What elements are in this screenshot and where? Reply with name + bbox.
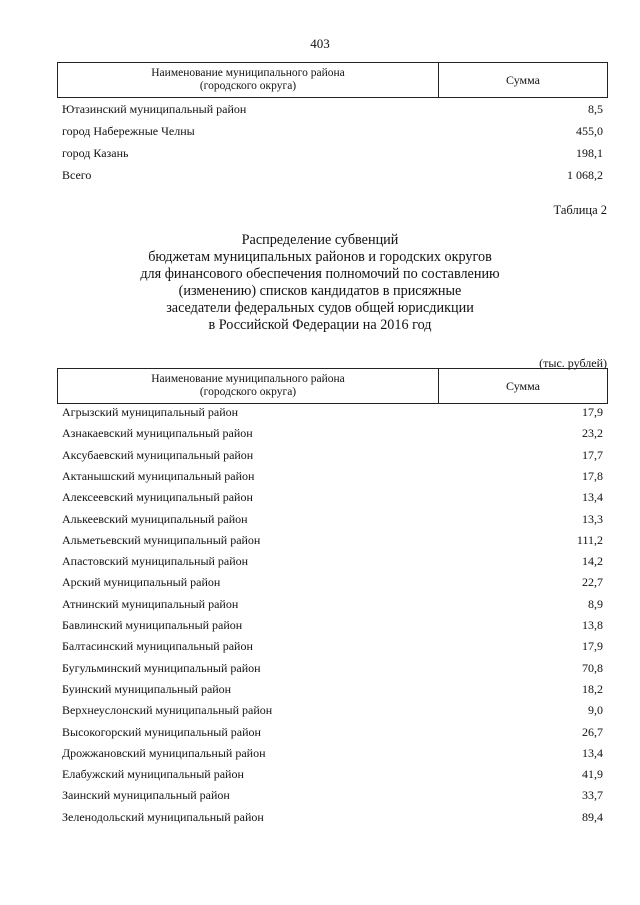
row-name: Агрызский муниципальный район: [62, 405, 239, 419]
table2-title: [0, 232, 640, 334]
row-value: 17,9: [582, 639, 603, 654]
table-row: [62, 639, 603, 653]
title-line: Распределение субвенций: [241, 232, 399, 248]
row-name: Зеленодольский муниципальный район: [62, 809, 264, 824]
row-value: 13,3: [582, 511, 603, 526]
row-value: 455,0: [576, 124, 603, 138]
row-name: Буинский муниципальный район: [62, 681, 232, 696]
table2-header: [57, 368, 608, 404]
table-row: [62, 682, 603, 696]
table-row: [62, 767, 603, 781]
title-line: бюджетам муниципальных районов и городских округов: [148, 249, 492, 265]
row-value: 13,4: [582, 490, 603, 505]
row-value: 8,9: [588, 596, 603, 611]
row-value: 23,2: [582, 426, 603, 441]
row-value: 17,9: [582, 405, 603, 419]
row-value: 13,8: [582, 618, 603, 632]
row-name: Ютазинский муниципальный район: [62, 102, 247, 116]
row-value: 89,4: [582, 809, 603, 824]
row-name: Заинский муниципальный район: [62, 788, 230, 803]
table-row: [62, 746, 603, 760]
row-value: 33,7: [582, 788, 603, 803]
table-label: Таблица 2: [553, 203, 607, 217]
row-name: Всего: [62, 168, 92, 182]
table-row: [62, 661, 603, 675]
table-row: [62, 533, 603, 547]
row-value: 1 068,2: [567, 168, 603, 182]
row-name: Алексеевский муниципальный район: [62, 490, 253, 505]
row-name: Верхнеуслонский муниципальный район: [62, 703, 273, 718]
title-line: для финансового обеспечения полномочий по составлению: [140, 266, 500, 282]
row-name: Актанышский муниципальный район: [62, 468, 255, 483]
row-name: Аксубаевский муниципальный район: [62, 447, 254, 462]
row-name: Бавлинский муниципальный район: [62, 618, 243, 632]
table-row: [62, 168, 603, 182]
row-name: Альметьевский муниципальный район: [62, 532, 261, 547]
table-row: [62, 426, 603, 440]
row-value: 14,2: [582, 554, 603, 569]
row-value: 26,7: [582, 724, 603, 739]
table-row: [62, 124, 603, 138]
table-row: [62, 810, 603, 824]
row-name: Балтасинский муниципальный район: [62, 639, 253, 654]
row-value: 18,2: [582, 681, 603, 696]
table-row: [62, 102, 603, 116]
table2-header-name: Наименование муниципального района (городского округа): [58, 369, 439, 403]
page-number: 403: [310, 36, 330, 51]
table-row: [62, 788, 603, 802]
units-label: (тыс. рублей): [539, 356, 607, 370]
row-name: Дрожжановский муниципальный район: [62, 745, 266, 760]
table-row: [62, 725, 603, 739]
table-row: [62, 597, 603, 611]
row-value: 22,7: [582, 575, 603, 590]
row-value: 13,4: [582, 745, 603, 760]
table1-header-sum: Сумма: [506, 72, 540, 87]
row-name: Арский муниципальный район: [62, 575, 221, 590]
row-name: Елабужский муниципальный район: [62, 767, 244, 782]
row-value: 41,9: [582, 767, 603, 782]
table1-header-name: Наименование муниципального района (городского округа): [58, 63, 439, 97]
title-line: (изменению) списков кандидатов в присяжные: [178, 283, 462, 299]
table-row: [62, 512, 603, 526]
row-name: Азнакаевский муниципальный район: [62, 426, 253, 441]
row-name: Алькеевский муниципальный район: [62, 511, 248, 526]
table-row: [62, 469, 603, 483]
row-name: город Казань: [62, 146, 129, 160]
row-value: 198,1: [576, 146, 603, 160]
table-row: [62, 490, 603, 504]
row-value: 70,8: [582, 660, 603, 675]
table-row: [62, 554, 603, 568]
row-value: 17,7: [582, 447, 603, 462]
table1-header: [57, 62, 608, 98]
title-line: в Российской Федерации на 2016 год: [208, 317, 432, 333]
table2-header-sum: Сумма: [506, 378, 540, 393]
table-row: [62, 575, 603, 589]
row-name: Атнинский муниципальный район: [62, 596, 239, 611]
row-name: Высокогорский муниципальный район: [62, 724, 261, 739]
row-value: 8,5: [588, 102, 603, 116]
row-name: Апастовский муниципальный район: [62, 554, 249, 569]
row-name: город Набережные Челны: [62, 124, 195, 138]
row-value: 111,2: [576, 532, 603, 547]
table-row: [62, 146, 603, 160]
table-row: [62, 618, 603, 632]
row-value: 17,8: [582, 468, 603, 483]
table-row: [62, 405, 603, 419]
row-value: 9,0: [588, 703, 603, 718]
table-row: [62, 448, 603, 462]
row-name: Бугульминский муниципальный район: [62, 660, 261, 675]
title-line: заседатели федеральных судов общей юрисдикции: [166, 300, 474, 316]
table-row: [62, 703, 603, 717]
